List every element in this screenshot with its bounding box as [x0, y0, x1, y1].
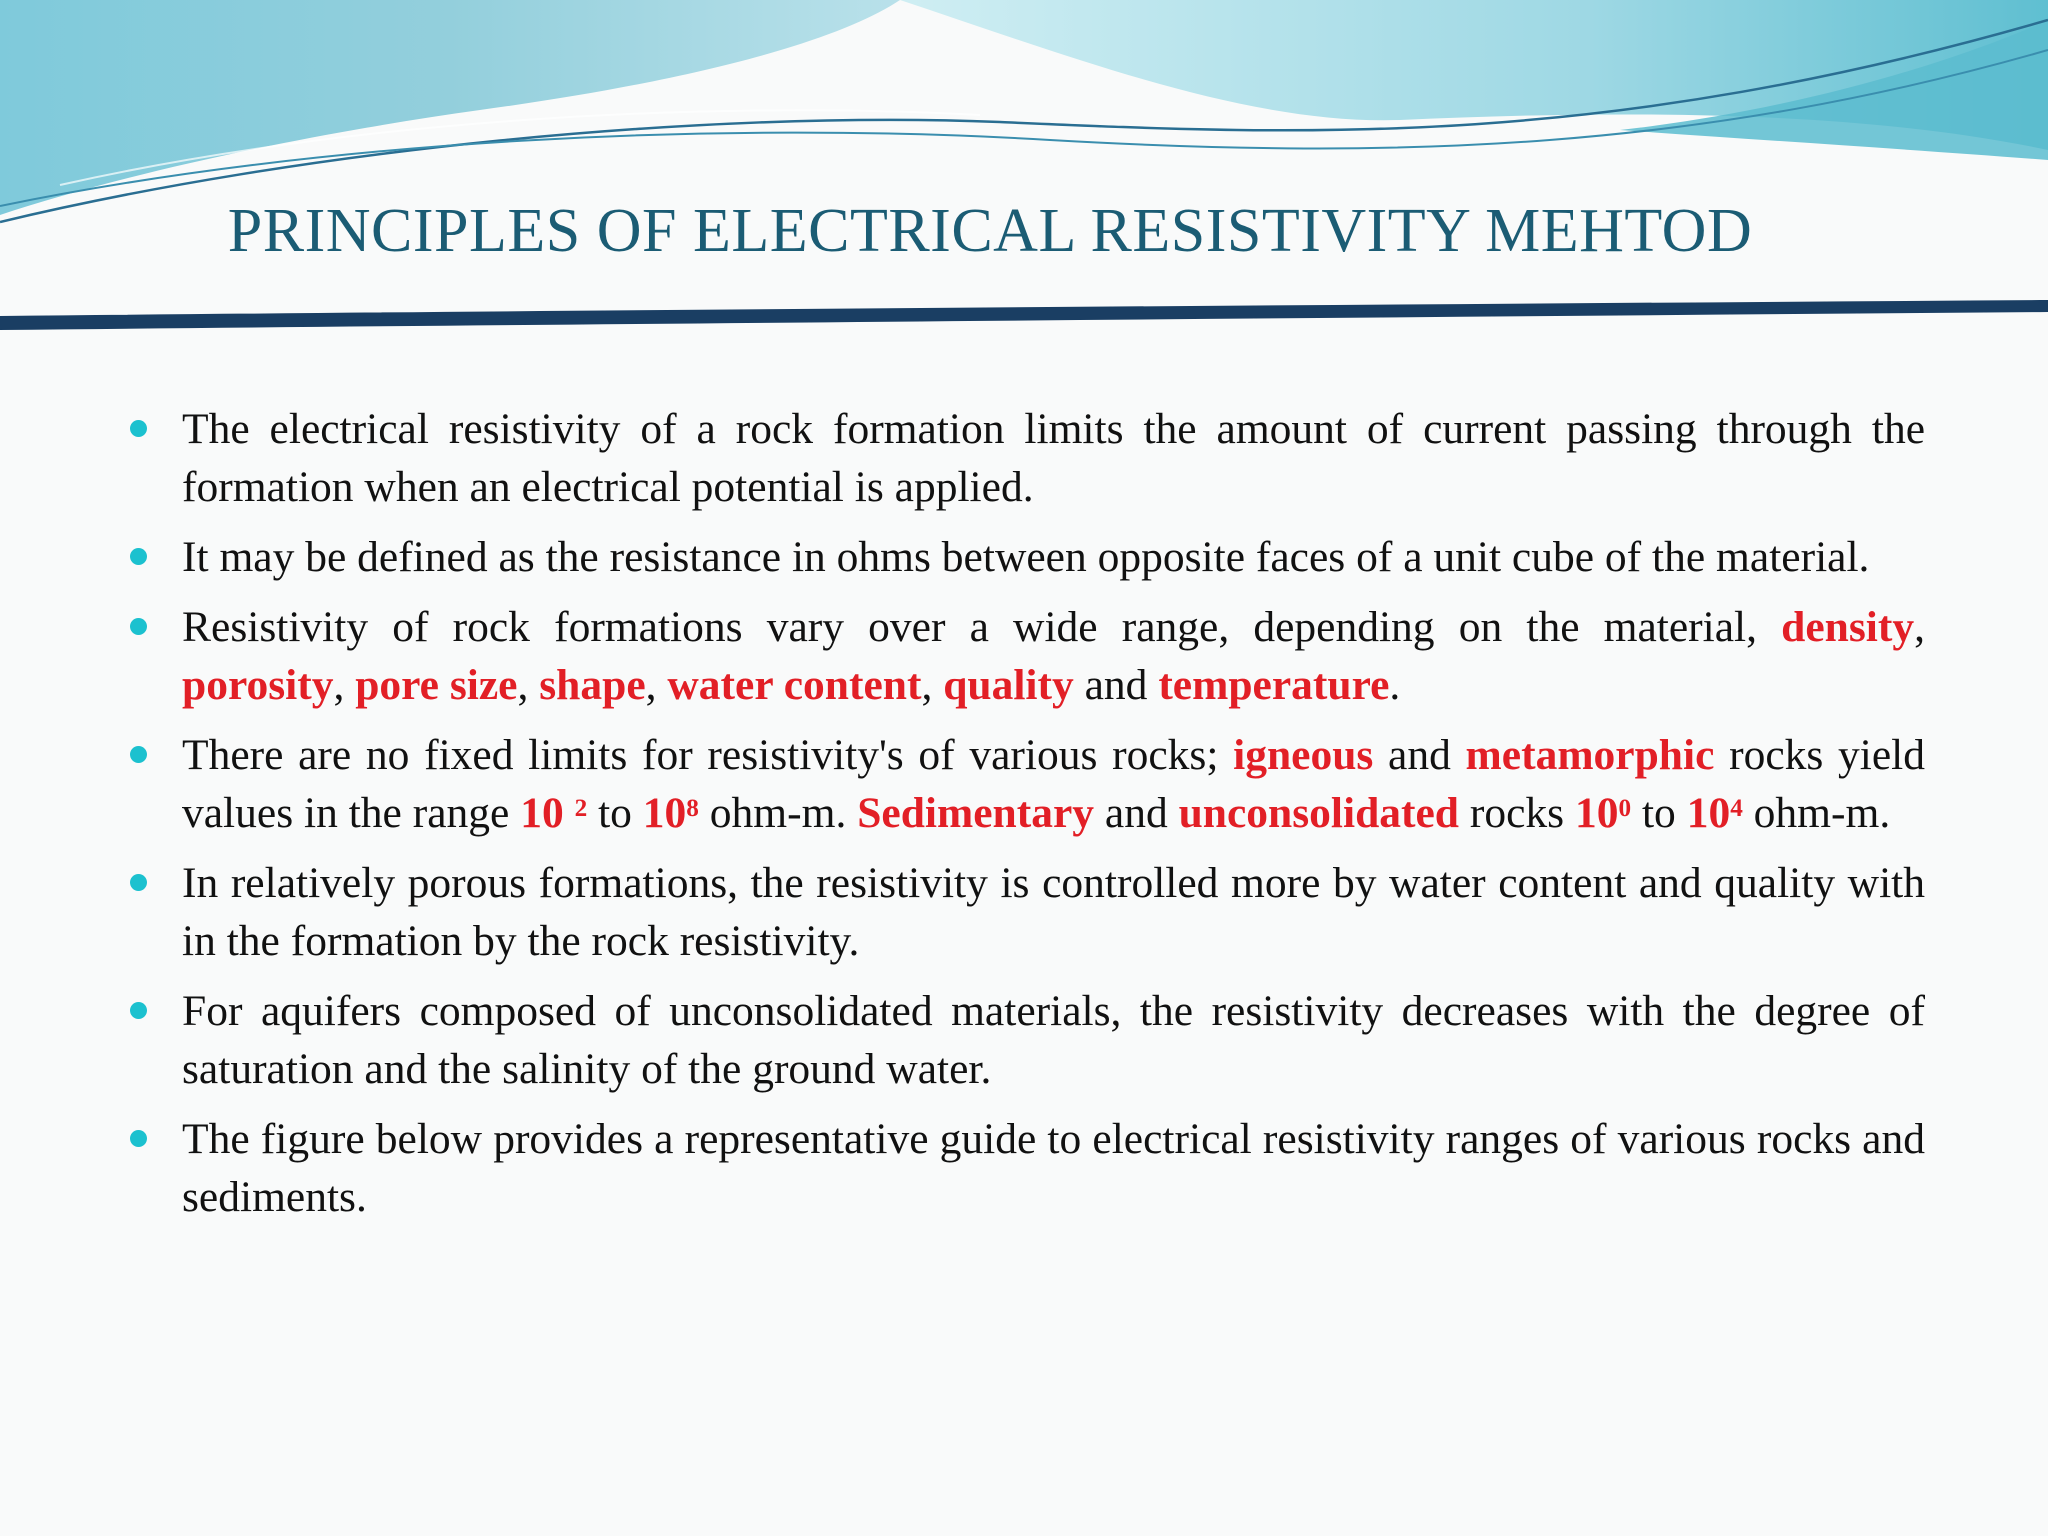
highlight-quality: quality: [943, 661, 1074, 709]
bullet-dot-icon: [130, 548, 147, 565]
bullet-text: to: [1631, 789, 1687, 837]
list-item: [130, 982, 1925, 1098]
list-item: [130, 726, 1925, 842]
list-item: [130, 528, 1925, 586]
range-base: 10: [642, 789, 687, 837]
bullet-text: There are no fixed limits for resistivity's of various rocks;: [182, 731, 1234, 779]
bullet-dot-icon: [130, 874, 147, 891]
highlight-water-content: water content: [667, 661, 922, 709]
range-exponent: 8: [686, 794, 699, 822]
bullet-text: rocks: [1459, 789, 1575, 837]
bullet-text: and: [1373, 731, 1466, 779]
bullet-list: [130, 400, 1925, 1238]
bullet-text: It may be defined as the resistance in ohms between opposite faces of a unit cube of the material.: [182, 533, 1870, 581]
range-base: 10: [1574, 789, 1619, 837]
bullet-text: The electrical resistivity of a rock formation limits the amount of current passing through the formation when an electrical potential is applied.: [182, 405, 1925, 511]
bullet-text: to: [587, 789, 643, 837]
range-value: [643, 789, 699, 837]
list-item: [130, 854, 1925, 970]
bullet-text: and: [1094, 789, 1179, 837]
list-item: [130, 400, 1925, 516]
range-value: [520, 789, 587, 837]
bullet-text: Resistivity of rock formations vary over a wide range, depending on the material,: [182, 603, 1782, 651]
range-exponent: 0: [1618, 794, 1632, 822]
separator: ,: [921, 661, 944, 709]
separator: ,: [645, 661, 668, 709]
highlight-unconsolidated: unconsolidated: [1178, 789, 1459, 837]
list-item: [130, 1110, 1925, 1226]
bullet-text: rocks yield values in the range: [182, 731, 1925, 837]
bullet-text: ohm-m.: [1742, 789, 1891, 837]
wave-left: [0, 0, 900, 215]
bullet-text: .: [1389, 661, 1401, 709]
bullet-text: In relatively porous formations, the resistivity is controlled more by water content and quality with in the formation by the rock resistivity.: [182, 859, 1925, 965]
header-band: [0, 300, 2048, 330]
bullet-text: For aquifers composed of unconsolidated materials, the resistivity decreases with the degree of saturation and the salinity of the ground water.: [182, 987, 1925, 1093]
highlight-pore-size: pore size: [355, 661, 518, 709]
header-wave-decoration: [0, 0, 2048, 340]
highlight-temperature: temperature: [1158, 661, 1390, 709]
bullet-dot-icon: [130, 618, 147, 635]
highlight-shape: shape: [539, 661, 646, 709]
bullet-dot-icon: [130, 1130, 147, 1147]
separator: ,: [1914, 603, 1925, 651]
highlight-sedimentary: Sedimentary: [857, 789, 1095, 837]
bullet-dot-icon: [130, 1002, 147, 1019]
separator: ,: [333, 661, 356, 709]
list-item: [130, 598, 1925, 714]
highlight-igneous: igneous: [1233, 731, 1374, 779]
bullet-text: The figure below provides a representative guide to electrical resistivity ranges of various rocks and sediments.: [182, 1115, 1925, 1221]
range-exponent: 2: [574, 794, 588, 822]
highlight-porosity: porosity: [182, 661, 334, 709]
range-value: [1687, 789, 1743, 837]
bullet-text: and: [1073, 661, 1159, 709]
highlight-metamorphic: metamorphic: [1465, 731, 1715, 779]
bullet-dot-icon: [130, 420, 147, 437]
range-base: 10: [520, 789, 564, 837]
range-value: [1575, 789, 1631, 837]
range-exponent: 4: [1730, 794, 1743, 822]
range-base: 10: [1686, 789, 1731, 837]
separator: ,: [517, 661, 540, 709]
slide-title: PRINCIPLES OF ELECTRICAL RESISTIVITY MEHTOD: [227, 197, 1753, 265]
highlight-density: density: [1781, 603, 1915, 651]
bullet-text: ohm-m.: [698, 789, 858, 837]
bullet-dot-icon: [130, 746, 147, 763]
